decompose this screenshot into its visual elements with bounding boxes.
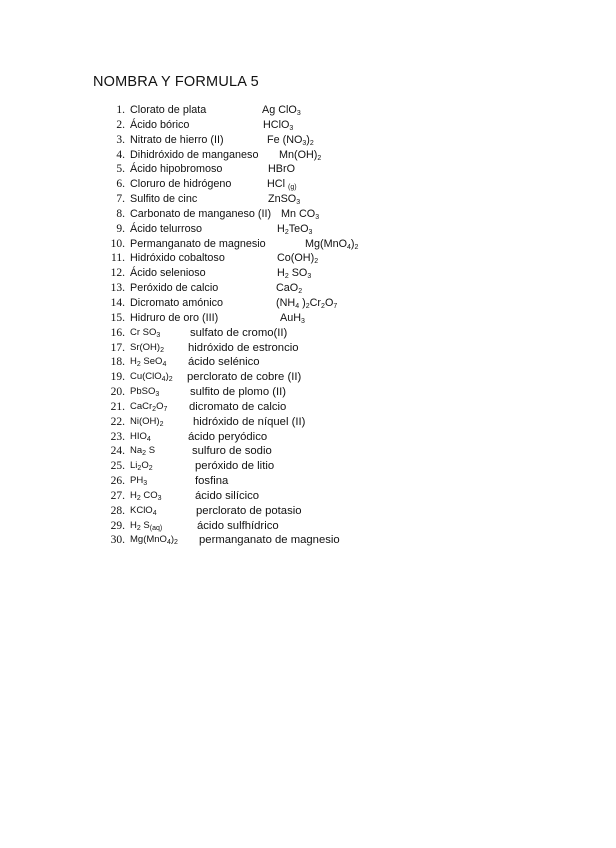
item-formula: $Sr(OH)_2$ bbox=[130, 341, 164, 354]
item-formula: HBrO bbox=[268, 163, 295, 176]
item-formula: Cr $SO_3$ bbox=[130, 326, 161, 339]
list-item bbox=[0, 207, 616, 222]
item-number: 4. bbox=[116, 148, 125, 161]
item-name: Permanganato de magnesio bbox=[130, 237, 266, 250]
list-item bbox=[0, 385, 616, 400]
item-formula: ($NH_4$ )$_2Cr_2O_7$ bbox=[276, 296, 338, 310]
item-name: Ácido bórico bbox=[130, 118, 190, 131]
item-number: 11. bbox=[111, 252, 125, 265]
item-name: ácido peryódico bbox=[188, 430, 268, 443]
item-name: Peróxido de calcio bbox=[130, 282, 219, 295]
list-item bbox=[0, 296, 616, 311]
list-item bbox=[0, 222, 616, 237]
list-item bbox=[0, 162, 616, 177]
item-formula: $H_2TeO_3$ bbox=[277, 222, 313, 236]
item-name: ácido sulfhídrico bbox=[197, 519, 279, 532]
list-item bbox=[0, 341, 616, 356]
item-formula: $Cu(ClO_4)_2$ bbox=[130, 371, 173, 384]
item-name: Clorato de plata bbox=[130, 104, 207, 116]
item-formula: $Ni(OH)_2$ bbox=[130, 415, 164, 428]
list-item bbox=[0, 489, 616, 504]
item-formula: KClO$_4$ bbox=[130, 504, 157, 517]
item-formula: CaO$_2$ bbox=[276, 282, 303, 296]
list-item bbox=[0, 133, 616, 148]
item-name: ácido selénico bbox=[188, 356, 260, 369]
item-name: perclorato de potasio bbox=[196, 504, 302, 517]
item-name: Dihidróxido de manganeso bbox=[130, 148, 259, 161]
list-item bbox=[0, 355, 616, 370]
item-formula: Fe $(NO_3)_2$ bbox=[267, 133, 314, 147]
item-number: 5. bbox=[116, 163, 125, 176]
list-item bbox=[0, 444, 616, 459]
list-item bbox=[0, 504, 616, 519]
item-formula: $H_2$ $S_{(aq)}$ bbox=[130, 519, 163, 532]
item-formula: $Mg(MnO_4)_2$ bbox=[130, 534, 178, 547]
list-item bbox=[0, 118, 616, 133]
item-name: sulfuro de sodio bbox=[192, 445, 272, 458]
item-formula: HClO$_3$ bbox=[263, 118, 294, 132]
item-number: 7. bbox=[116, 193, 125, 206]
item-number: 12. bbox=[110, 267, 125, 280]
item-name: Ácido hipobromoso bbox=[130, 163, 223, 176]
item-formula: HCl $_{(g)}$ bbox=[267, 178, 297, 192]
item-formula: $H_2$ $SO_3$ bbox=[277, 267, 312, 281]
list-item bbox=[0, 326, 616, 341]
list-item bbox=[0, 148, 616, 163]
item-name: Dicromato amónico bbox=[130, 296, 224, 309]
item-number: 22. bbox=[110, 415, 125, 428]
item-number: 10. bbox=[110, 237, 125, 250]
list-item bbox=[0, 281, 616, 296]
item-number: 17. bbox=[110, 341, 125, 354]
item-name: hidróxido de níquel (II) bbox=[193, 415, 306, 428]
item-name: dicromato de calcio bbox=[189, 400, 287, 413]
item-formula: $Mn(OH)_2$ bbox=[279, 148, 322, 162]
item-number: 25. bbox=[110, 460, 125, 473]
item-name: fosfina bbox=[195, 475, 229, 488]
item-number: 9. bbox=[116, 222, 125, 235]
item-formula: $CaCr_2O_7$ bbox=[130, 400, 168, 413]
item-number: 3. bbox=[116, 133, 125, 146]
item-formula: $PH_3$ bbox=[130, 475, 148, 488]
item-number: 21. bbox=[110, 400, 125, 413]
list-item bbox=[0, 251, 616, 266]
item-formula: $Mg(MnO_4)_2$ bbox=[305, 237, 359, 251]
item-name: perclorato de cobre (II) bbox=[187, 371, 302, 384]
item-name: Hidruro de oro (III) bbox=[130, 311, 219, 324]
item-formula: $H_2$ SeO$_4$ bbox=[130, 356, 167, 369]
item-number: 30. bbox=[110, 534, 125, 547]
item-number: 20. bbox=[110, 386, 125, 399]
list-item bbox=[0, 533, 616, 548]
page-title: NOMBRA Y FORMULA 5 bbox=[93, 74, 259, 90]
item-number: 23. bbox=[110, 430, 125, 443]
item-number: 24. bbox=[110, 445, 125, 458]
item-number: 2. bbox=[116, 118, 125, 131]
item-number: 18. bbox=[110, 356, 125, 369]
item-name: Cloruro de hidrógeno bbox=[130, 178, 232, 191]
list-item bbox=[0, 474, 616, 489]
item-number: 13. bbox=[110, 282, 125, 295]
item-formula: $HIO_4$ bbox=[130, 430, 151, 443]
item-name: Ácido selenioso bbox=[130, 267, 206, 280]
list-item bbox=[0, 311, 616, 326]
list-item bbox=[0, 177, 616, 192]
item-name: sulfito de plomo (II) bbox=[190, 386, 287, 399]
item-number: 15. bbox=[110, 311, 125, 324]
item-number: 14. bbox=[110, 296, 125, 309]
list-item bbox=[0, 415, 616, 430]
list-item bbox=[0, 103, 616, 118]
item-number: 28. bbox=[110, 504, 125, 517]
item-name: Carbonato de manganeso (II) bbox=[130, 207, 272, 220]
item-name: sulfato de cromo(II) bbox=[190, 326, 288, 339]
item-name: ácido silícico bbox=[195, 489, 260, 502]
item-name: permanganato de magnesio bbox=[199, 534, 340, 547]
item-formula: Mn $CO_3$ bbox=[281, 207, 320, 221]
list-item bbox=[0, 370, 616, 385]
item-number: 27. bbox=[110, 489, 125, 502]
item-number: 8. bbox=[116, 207, 125, 220]
item-number: 26. bbox=[110, 475, 125, 488]
item-formula: $Co(OH)_2$ bbox=[277, 252, 319, 266]
item-number: 19. bbox=[110, 371, 125, 384]
exercise-list bbox=[0, 103, 616, 548]
list-item bbox=[0, 430, 616, 445]
item-number: 6. bbox=[116, 178, 125, 191]
list-item bbox=[0, 459, 616, 474]
item-name: Ácido telurroso bbox=[130, 222, 203, 235]
item-formula: $Na_2$ S bbox=[130, 445, 156, 458]
item-name: peróxido de litio bbox=[195, 460, 275, 473]
item-formula: $H_2$ $CO_3$ bbox=[130, 489, 162, 502]
item-number: 16. bbox=[110, 326, 125, 339]
item-formula: AuH$_3$ bbox=[280, 311, 305, 325]
item-number: 29. bbox=[110, 519, 125, 532]
item-formula: Ag ClO$_3$ bbox=[262, 104, 301, 117]
list-item bbox=[0, 192, 616, 207]
item-name: hidróxido de estroncio bbox=[188, 341, 299, 354]
item-formula: $Li_2O_2$ bbox=[130, 460, 153, 473]
item-formula: PbSO$_3$ bbox=[130, 386, 160, 399]
item-name: Sulfito de cinc bbox=[130, 193, 198, 206]
list-item bbox=[0, 400, 616, 415]
item-name: Hidróxido cobaltoso bbox=[130, 252, 225, 265]
item-number: 1. bbox=[116, 104, 125, 116]
list-item bbox=[0, 266, 616, 281]
list-item bbox=[0, 519, 616, 534]
item-name: Nitrato de hierro (II) bbox=[130, 133, 224, 146]
list-item bbox=[0, 237, 616, 252]
item-formula: ZnSO$_3$ bbox=[268, 193, 301, 207]
